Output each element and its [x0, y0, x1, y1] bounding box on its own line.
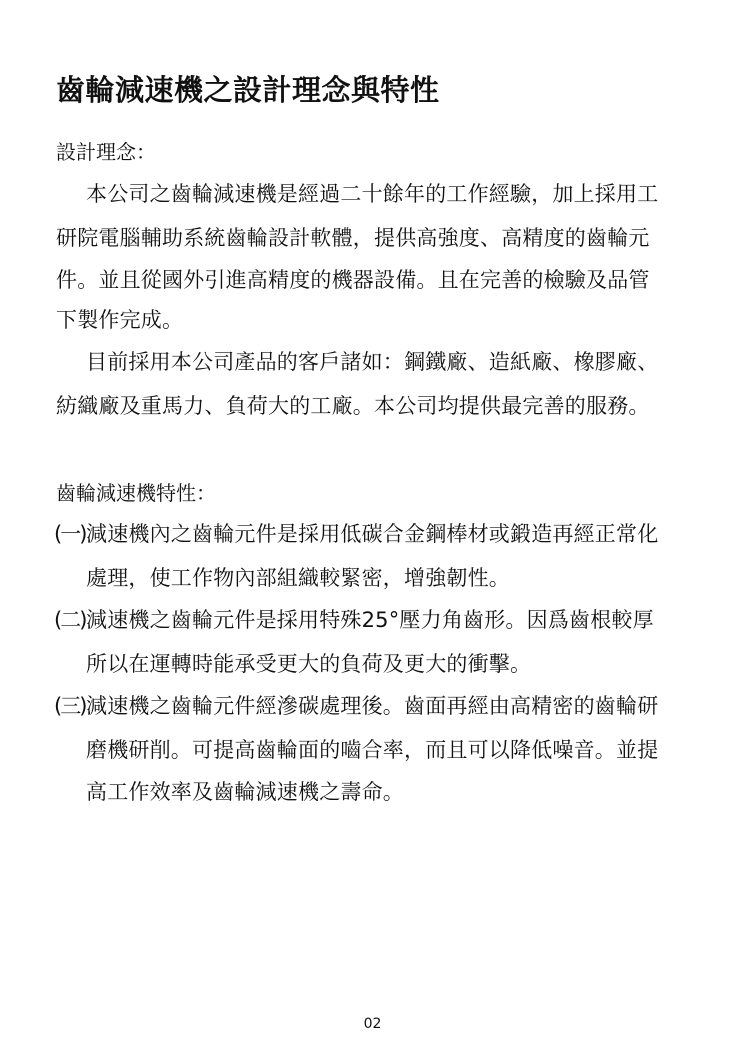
page-title: 齒輪減速機之設計理念與特性 [56, 73, 440, 107]
concept-paragraph1-line: 本公司之齒輪減速機是經過二十餘年的工作經驗，加上採用工 [86, 182, 659, 206]
feature-3-line: 高工作效率及齒輪減速機之壽命。 [86, 780, 404, 804]
feature-1-marker: (一) [54, 522, 86, 546]
feature-2-line: 所以在運轉時能承受更大的負荷及更大的衝擊。 [86, 652, 532, 676]
concept-paragraph1-line: 研院電腦輔助系統齒輪設計軟體，提供高強度、高精度的齒輪元 [56, 226, 650, 250]
design-concept-heading: 設計理念： [56, 140, 156, 164]
concept-paragraph2-line: 目前採用本公司產品的客戶諸如：鋼鐵廠、造紙廠、橡膠廠、 [86, 350, 659, 374]
feature-1-line: 處理，使工作物內部組織較緊密，增強韌性。 [86, 566, 510, 590]
page-number: 02 [363, 1016, 382, 1032]
feature-3-marker: (三) [54, 694, 86, 718]
concept-paragraph2-line: 紡織廠及重馬力、負荷大的工廠。本公司均提供最完善的服務。 [56, 394, 650, 418]
feature-2-line: 減速機之齒輪元件是採用特殊25°壓力角齒形。因爲齒根較厚 [86, 608, 654, 632]
feature-2-marker: (二) [54, 608, 86, 632]
feature-3-line: 減速機之齒輪元件經滲碳處理後。齒面再經由高精密的齒輪研 [86, 694, 659, 718]
concept-paragraph1-line: 件。並且從國外引進高精度的機器設備。且在完善的檢驗及品管 [56, 268, 650, 292]
concept-paragraph1-line: 下製作完成。 [56, 308, 184, 332]
feature-1-line: 減速機內之齒輪元件是採用低碳合金鋼棒材或鍛造再經正常化 [86, 522, 659, 546]
features-heading: 齒輪減速機特性： [56, 481, 216, 505]
feature-3-line: 磨機研削。可提高齒輪面的嚙合率，而且可以降低噪音。並提 [86, 738, 659, 762]
